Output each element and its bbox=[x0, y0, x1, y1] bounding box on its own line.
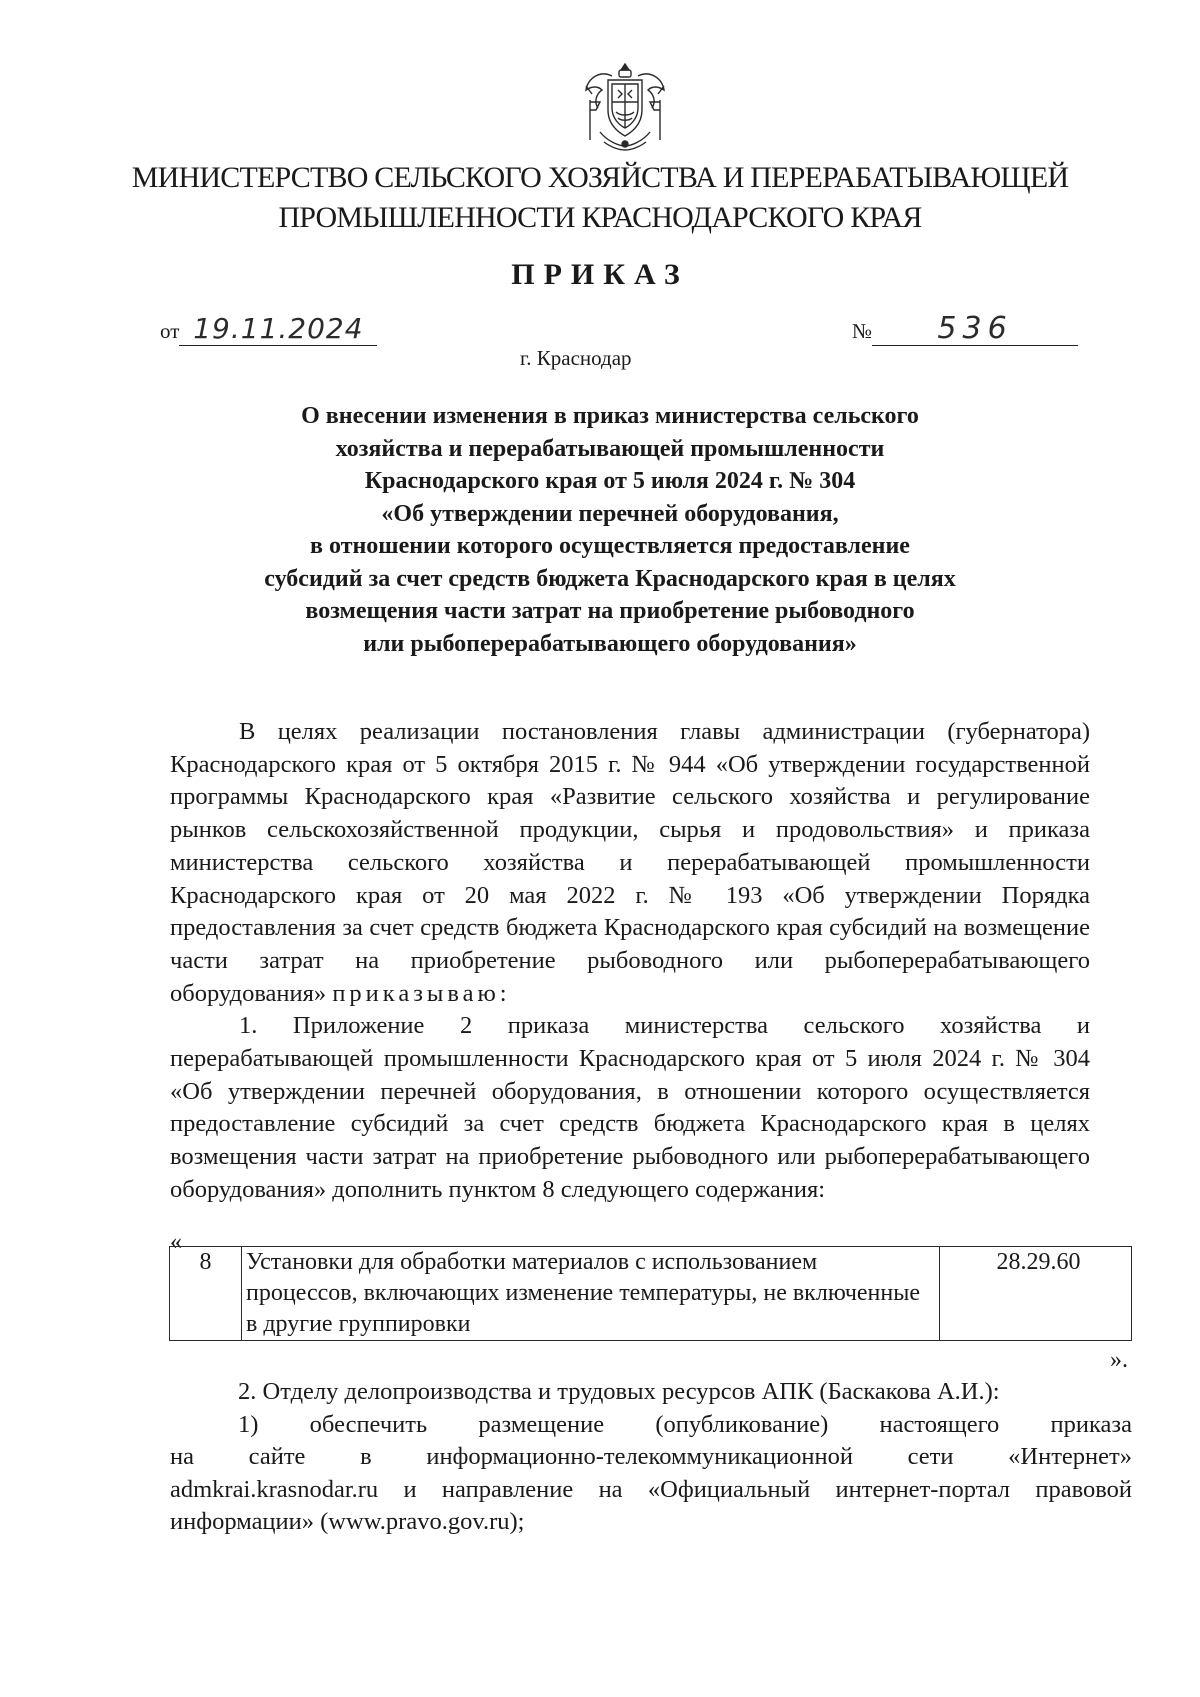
table-cell-name: Установки для обработки материалов с использованием процессов, включающих изменение температуры, не включенные в другие группировки bbox=[242, 1247, 940, 1341]
order-subject bbox=[160, 400, 1060, 660]
subject-line: хозяйства и перерабатывающей промышленности bbox=[335, 435, 885, 462]
order-body-item2 bbox=[170, 1376, 1132, 1539]
table-cell-code: 28.29.60 bbox=[940, 1247, 1132, 1341]
subject-line: в отношении которого осуществляется предоставление bbox=[310, 533, 910, 559]
ministry-name bbox=[100, 158, 1100, 238]
subject-line: возмещения части затрат на приобретение рыбоводного bbox=[305, 598, 915, 624]
quote-open: « bbox=[170, 1229, 182, 1255]
subject-line: «Об утверждении перечней оборудования, bbox=[381, 500, 839, 527]
ministry-name-line2: ПРОМЫШЛЕННОСТИ КРАСНОДАРСКОГО КРАЯ bbox=[278, 201, 922, 234]
preamble-text: В целях реализации постановления главы администрации (губернатора) Краснодарского края от 5 октября 2015 г. № 944 «Об утверждении государственной программы Краснодарского края «Развитие сельского хозяйства и регулирование рынков сельскохозяйственной продукции, сырья и продовольствия» и приказа министерства сельского хозяйства и перерабатывающей промышленности Краснодарского края от 20 мая 2022 г. № 193 «Об утверждении Порядка предоставления за счет средств бюджета Краснодарского края субсидий на возмещение части затрат на приобретение рыбоводного или рыбоперерабатывающего оборудования» bbox=[170, 718, 1090, 1007]
orders-word: приказываю: bbox=[332, 979, 511, 1007]
city: г. Краснодар bbox=[520, 346, 632, 370]
item-1-paragraph: 1. Приложение 2 приказа министерства сельского хозяйства и перерабатывающей промышленности Краснодарского края от 5 июля 2024 г. № 304 «Об утверждении перечней оборудования, в отношении которого осуществляется предоставление субсидий за счет средств бюджета Краснодарского края в целях возмещения части затрат на приобретение рыбоводного или рыбоперерабатывающего оборудования» дополнить пунктом 8 следующего содержания: bbox=[170, 1012, 1090, 1203]
order-date bbox=[160, 313, 377, 346]
item-2-1-line2: на сайте в информационно-телекоммуникационной сети «Интернет» bbox=[170, 1443, 1132, 1470]
preamble-paragraph bbox=[170, 716, 1090, 1010]
order-number bbox=[852, 313, 1078, 346]
ministry-name-line1: МИНИСТЕРСТВО СЕЛЬСКОГО ХОЗЯЙСТВА И ПЕРЕРАБАТЫВАЮЩЕЙ bbox=[131, 161, 1069, 194]
item-2-1-line1: 1) обеспечить размещение (опубликование) настоящего приказа bbox=[238, 1410, 1132, 1438]
coat-of-arms-emblem bbox=[578, 60, 672, 154]
subject-line: или рыбоперерабатывающего оборудования» bbox=[363, 630, 857, 657]
date-prefix: от bbox=[160, 319, 180, 343]
subject-line: Краснодарского края от 5 июля 2024 г. № 304 bbox=[364, 468, 856, 494]
number-value: 536 bbox=[872, 313, 1078, 346]
number-prefix: № bbox=[852, 319, 873, 343]
subject-line: субсидий за счет средств бюджета Краснодарского края в целях bbox=[264, 565, 956, 592]
subject-line: О внесении изменения в приказ министерства сельского bbox=[301, 403, 919, 429]
order-body bbox=[170, 716, 1090, 1207]
date-value: 19.11.2024 bbox=[179, 313, 377, 346]
item-2-1-rest: admkrai.krasnodar.ru и направление на «Официальный интернет-портал правовой информации» (www.pravo.gov.ru); bbox=[170, 1475, 1132, 1535]
order-title: ПРИКАЗ bbox=[511, 258, 689, 291]
table-row bbox=[170, 1247, 1132, 1341]
equipment-table bbox=[169, 1246, 1132, 1341]
table-cell-number: 8 bbox=[170, 1247, 242, 1341]
quote-close: ». bbox=[1110, 1347, 1128, 1373]
item-2-paragraph: 2. Отделу делопроизводства и трудовых ресурсов АПК (Баскакова А.И.): bbox=[238, 1378, 1000, 1405]
